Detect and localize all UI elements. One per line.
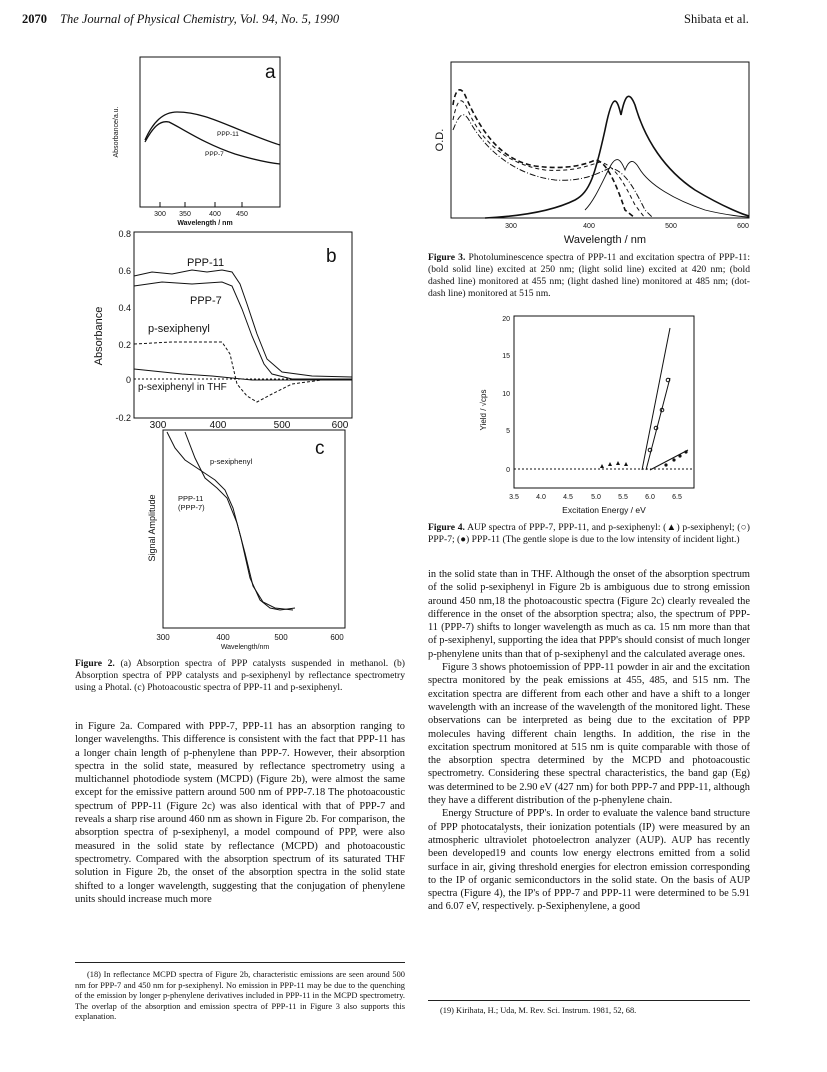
running-header: The Journal of Physical Chemistry, Vol. 94, No. 5, 1990: [60, 12, 340, 26]
tick-label: 15: [502, 353, 510, 360]
tick-label: 0: [125, 375, 131, 385]
y-axis-label: Absorbance/a.u.: [113, 106, 120, 158]
curve-p-sexiphenyl-thf: [134, 369, 352, 380]
markers-ppp-11: [664, 450, 687, 466]
x-ticks: [505, 223, 749, 230]
curve-label-ppp-11: PPP-11: [187, 257, 225, 269]
tick-label: 400: [209, 211, 221, 218]
footnote-18: (18) In reflectance MCPD spectra of Figure 2b, characteristic emissions are seen around 500 nm for PPP-7 and 450 nm for p-sexiphenyl. No emission in PPP-11 may be due to the quenching of the emission by longer p-phenylene derivatives included in PPP-11 in the MCPD spectrometry. The overlap of the absorption and emission spectra of PPP-11 in Figure 3 also supports this explanation.: [75, 970, 405, 1022]
figure-2b: [82, 224, 362, 434]
figure-2a: [105, 52, 285, 232]
figure-3: [425, 60, 755, 250]
curve-emission-420: [585, 160, 749, 217]
curve-emission-250: [485, 96, 749, 218]
tick-label: 0.2: [118, 340, 131, 350]
tick-label: 300: [149, 420, 167, 431]
tick-label: 500: [274, 633, 288, 642]
y-ticks: [115, 229, 131, 423]
footnote-rule: [428, 1000, 750, 1001]
x-axis-label: Wavelength / nm: [177, 220, 233, 227]
figure-2c: [145, 428, 365, 653]
right-column-text: [428, 568, 750, 914]
tick-label: 500: [273, 420, 291, 431]
curve-label-ppp-11: PPP-11: [217, 131, 239, 138]
x-axis-label: Excitation Energy / eV: [562, 505, 646, 515]
tick-label: 5.0: [591, 494, 601, 501]
tick-label: 6.5: [672, 494, 682, 501]
footnote-rule: [75, 962, 405, 963]
fit-line-ppp-11-steep: [642, 328, 670, 470]
tick-label: 0.6: [118, 266, 131, 276]
figure-3-caption: Figure 3. Photoluminescence spectra of PPP-11 and excitation spectra of PPP-11: (bold solid line) excited at 250 nm; (light solid line) excited at 420 nm; (bold dashed line) monitored at 455 nm; (light dashed line) monitored at 485 nm; (dot-dash line) monitored at 515 nm.: [428, 252, 750, 299]
tick-label: 3.5: [509, 494, 519, 501]
tick-label: 350: [179, 211, 191, 218]
paragraph: Energy Structure of PPP's. In order to evaluate the valence band structure of PPP photocatalysts, their ionization potentials (IP) were measured by an atmospheric ultraviolet photoelectron analyzer (AUP). AUP has recently been developed19 and counts low energy electrons emitted from a solid surface in air, giving threshold energies for electron emission corresponding to the IP of organic semiconductors in the solid state. On the basis of AUP spectra (Figure 4), the IP's of PPP-7 and PPP-11 were determined to be 5.91 and 6.07 eV, respectively. p-Sexiphenylene, a good: [428, 808, 750, 913]
tick-label: 300: [505, 223, 517, 230]
paragraph: in Figure 2a. Compared with PPP-7, PPP-11 has an absorption ranging to longer wavelengths. This difference is consistent with the fact that PPP-11 has a longer chain length of p-phenylene than PPP-7. However, their absorption spectra in the solid state, measured by reflectance spectrometry using a multichannel photodiode system (MCPD) (Figure 2b), were almost the same except for the emissive pattern around 500 nm of PPP-7.18 The photoacoustic spectrum of PPP-11 (Figure 2c) was also identical with that of PPP-7 and reveals a sharp rise around 460 nm as shown in Figure 2b. For comparison, the absorption spectra of p-sexiphenyl, a model compound of PPP, were also measured in the solid state by reflectance (MCPD) and photoacoustic spectrometry. Compared with the absorption spectrum of its saturated THF solution in Figure 2b, the onset of the absorption spectra in the solid state shifted to a longer wavelength, suggesting that the conjugation of phenylene units should increase much more: [75, 721, 405, 905]
curve-excitation-455: [453, 90, 635, 218]
tick-label: 0.4: [118, 303, 131, 313]
y-axis-label: Yield / √cps: [479, 389, 488, 431]
y-axis-label: O.D.: [434, 128, 446, 152]
tick-label: 0: [506, 467, 510, 474]
tick-label: -0.2: [115, 413, 131, 423]
figure-4: [470, 310, 710, 520]
x-axis-label: Wavelength/nm: [220, 644, 270, 651]
figure-2-caption: Figure 2. (a) Absorption spectra of PPP catalysts suspended in methanol. (b) Absorption spectra of PPP catalysts and p-sexiphenyl by reflectance spectrometry using a Photal. (c) Photoacoustic spectra of PPP-11 and p-sexiphenyl.: [75, 658, 405, 693]
y-axis-label: Absorbance: [93, 306, 105, 366]
x-axis-label: Wavelength / nm: [563, 234, 647, 246]
curve-label-p-sexiphenyl: p-sexiphenyl: [148, 323, 210, 335]
tick-label: 600: [330, 633, 344, 642]
tick-label: 600: [737, 223, 749, 230]
tick-label: 10: [502, 391, 510, 398]
tick-label: 600: [331, 420, 349, 431]
curve-label-ppp-11: PPP-11: [178, 494, 204, 503]
tick-label: 400: [209, 420, 227, 431]
curve-label-ppp-7: (PPP-7): [178, 503, 205, 512]
panel-label: b: [326, 246, 337, 267]
panel-label: c: [315, 438, 325, 459]
fit-line-ppp-7: [646, 378, 670, 470]
tick-label: 300: [156, 633, 170, 642]
x-ticks: [509, 494, 682, 501]
page-number: 2070: [22, 12, 47, 26]
footnote-19: (19) Kirihata, H.; Uda, M. Rev. Sci. Instrum. 1981, 52, 68.: [440, 1006, 637, 1015]
tick-label: 0.8: [118, 229, 131, 239]
curve-ppp-11: [145, 112, 280, 145]
tick-label: 5.5: [618, 494, 628, 501]
header-authors: Shibata et al.: [684, 12, 749, 26]
curve-label-ppp-7: PPP-7: [205, 151, 224, 158]
tick-label: 4.5: [563, 494, 573, 501]
plot-frame: [163, 430, 345, 628]
tick-label: 500: [665, 223, 677, 230]
figure-4-caption: Figure 4. AUP spectra of PPP-7, PPP-11, and p-sexiphenyl: (▲) p-sexiphenyl; (○) PPP-7; (●) PPP-11 (The gentle slope is due to the low intensity of incident light.): [428, 522, 750, 545]
tick-label: 300: [154, 211, 166, 218]
tick-label: 400: [583, 223, 595, 230]
tick-label: 20: [502, 316, 510, 323]
curve-label-ppp-7: PPP-7: [190, 295, 222, 307]
left-column-text: [75, 720, 405, 906]
tick-label: 400: [216, 633, 230, 642]
markers-p-sexiphenyl: [600, 461, 628, 468]
panel-label: a: [265, 62, 276, 83]
tick-label: 6.0: [645, 494, 655, 501]
y-ticks: [502, 316, 510, 474]
plot-frame: [140, 57, 280, 207]
y-axis-label: Signal Amplitude: [147, 494, 157, 562]
tick-label: 5: [506, 428, 510, 435]
paragraph: Figure 3 shows photoemission of PPP-11 powder in air and the excitation spectra monitored by the peak emissions at 455, 485, and 515 nm. The excitation spectra are different from each other and have a shift to a longer wavelength with an increase of the wavelength of the monitored light. These observations can be interpreted as being due to the excitation of PPP molecules having different chain lengths. In addition, the rise in the excitation spectrum monitored at 515 nm is quite comparable with those of the absorption spectra determined by the MCPD and photoacoustic spectrometry. Considering these spectral characteristics, the band gap (Eg) was determined to be 2.90 eV (427 nm) for both PPP-7 and PPP-11, although they have a different distribution of the p-phenylene chain.: [428, 662, 750, 807]
curve-label-p-sexiphenyl: p-sexiphenyl: [210, 457, 253, 466]
x-ticks: [154, 202, 248, 218]
tick-label: 450: [236, 211, 248, 218]
fit-line-ppp-11: [650, 450, 688, 470]
x-ticks: [156, 633, 344, 642]
paragraph: in the solid state than in THF. Although the onset of the absorption spectrum of the solid p-sexiphenyl in Figure 2b is ambiguous due to strong emission around 450 nm,18 the photoacoustic spectra (Figure 2c) clearly revealed the difference in the onset of the absorption spectra; also, the spectrum of PPP-11 (PPP-7) shifts to longer wavelength as much as ca. 15 nm more than that of p-sexiphenyl, supporting the idea that PPP's should consist of much longer p-phenylene units than that of p-sexiphenyl and the calculated average ones.: [428, 569, 750, 660]
tick-label: 4.0: [536, 494, 546, 501]
curve-label-p-sexiphenyl-thf: p-sexiphenyl in THF: [138, 382, 227, 393]
